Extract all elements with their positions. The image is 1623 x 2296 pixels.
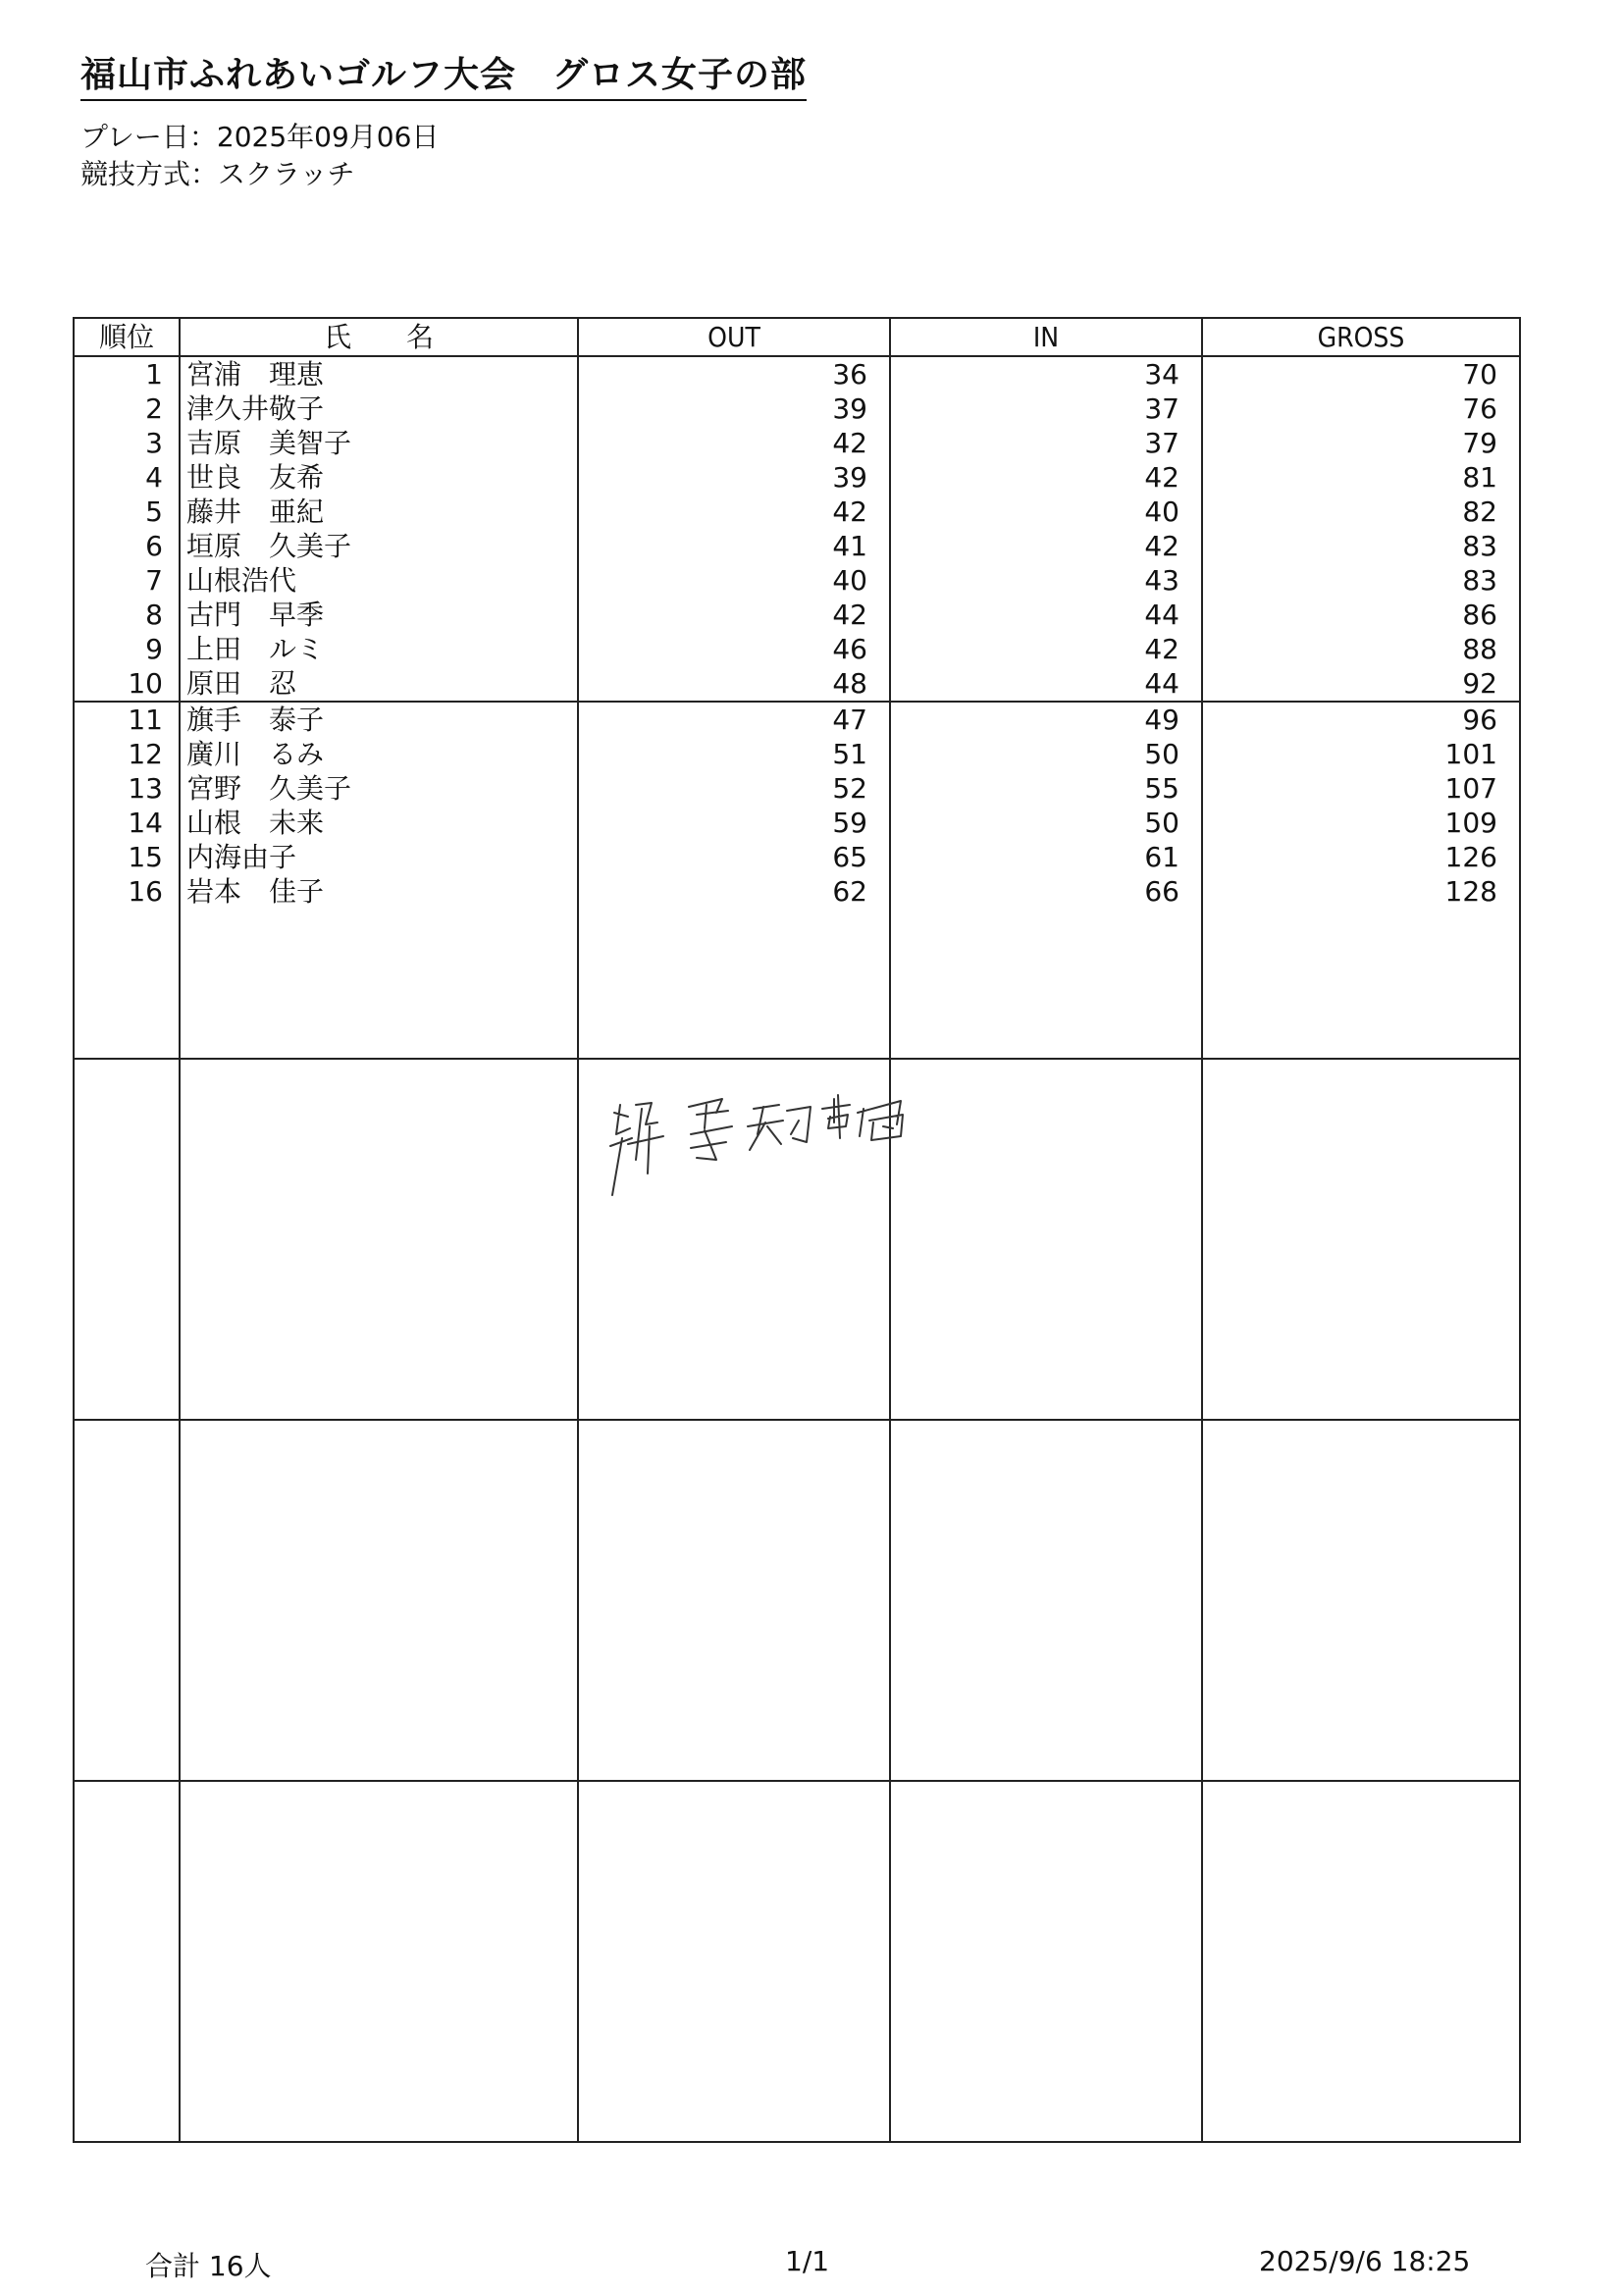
name-cell: 廣川 るみ [180, 737, 578, 771]
results-body [74, 356, 1520, 2142]
in-cell: 43 [890, 563, 1202, 598]
table-row [74, 806, 1520, 840]
in-cell: 42 [890, 632, 1202, 666]
table-row [74, 426, 1520, 460]
empty-cell [890, 1781, 1202, 2142]
play-date-line [80, 116, 439, 155]
empty-cell [180, 1059, 578, 1420]
out-header: OUT [578, 318, 890, 356]
out-cell: 41 [578, 529, 890, 563]
empty-cell [180, 1420, 578, 1781]
in-cell: 66 [890, 874, 1202, 909]
out-cell: 48 [578, 666, 890, 702]
name-cell: 岩本 佳子 [180, 874, 578, 909]
out-cell: 59 [578, 806, 890, 840]
table-row [74, 356, 1520, 391]
gross-cell: 83 [1202, 529, 1520, 563]
table-row [74, 840, 1520, 874]
name-cell: 宮野 久美子 [180, 771, 578, 806]
name-cell: 古門 早季 [180, 598, 578, 632]
in-cell: 49 [890, 702, 1202, 737]
name-cell: 宮浦 理恵 [180, 356, 578, 391]
empty-cell [180, 1781, 578, 2142]
method-line [80, 153, 354, 192]
rank-cell: 4 [74, 460, 180, 495]
rank-cell: 12 [74, 737, 180, 771]
empty-cell [578, 909, 890, 1059]
gross-header: GROSS [1202, 318, 1520, 356]
out-cell: 65 [578, 840, 890, 874]
in-cell: 37 [890, 426, 1202, 460]
rank-cell: 14 [74, 806, 180, 840]
gross-cell: 92 [1202, 666, 1520, 702]
empty-cell [74, 909, 180, 1059]
in-cell: 50 [890, 737, 1202, 771]
name-cell: 山根浩代 [180, 563, 578, 598]
out-cell: 62 [578, 874, 890, 909]
out-cell: 36 [578, 356, 890, 391]
rank-cell: 6 [74, 529, 180, 563]
table-row [74, 495, 1520, 529]
rank-cell: 15 [74, 840, 180, 874]
rank-cell: 5 [74, 495, 180, 529]
name-cell: 垣原 久美子 [180, 529, 578, 563]
in-cell: 44 [890, 666, 1202, 702]
name-cell: 旗手 泰子 [180, 702, 578, 737]
empty-cell [180, 909, 578, 1059]
name-header: 氏 名 [180, 318, 578, 356]
in-cell: 61 [890, 840, 1202, 874]
name-cell: 藤井 亜紀 [180, 495, 578, 529]
gross-cell: 109 [1202, 806, 1520, 840]
out-cell: 40 [578, 563, 890, 598]
rank-cell: 3 [74, 426, 180, 460]
gross-cell: 128 [1202, 874, 1520, 909]
method-value: スクラッチ [218, 158, 355, 190]
rank-cell: 16 [74, 874, 180, 909]
out-cell: 39 [578, 391, 890, 426]
results-table [73, 317, 1521, 2143]
out-cell: 39 [578, 460, 890, 495]
out-cell: 52 [578, 771, 890, 806]
gross-cell: 86 [1202, 598, 1520, 632]
empty-block-row [74, 1420, 1520, 1781]
table-row [74, 632, 1520, 666]
empty-cell [890, 1420, 1202, 1781]
rank-cell: 2 [74, 391, 180, 426]
rank-cell: 7 [74, 563, 180, 598]
play-date-label: プレー日： [80, 121, 217, 153]
gross-cell: 101 [1202, 737, 1520, 771]
document-title: 福山市ふれあいゴルフ大会 グロス女子の部 [80, 47, 807, 101]
empty-cell [74, 1781, 180, 2142]
table-row [74, 460, 1520, 495]
table-row [74, 391, 1520, 426]
in-cell: 44 [890, 598, 1202, 632]
name-cell: 世良 友希 [180, 460, 578, 495]
empty-block-row [74, 1781, 1520, 2142]
name-cell: 吉原 美智子 [180, 426, 578, 460]
table-row [74, 737, 1520, 771]
empty-cell [578, 1781, 890, 2142]
table-row [74, 529, 1520, 563]
in-cell: 42 [890, 529, 1202, 563]
rank-header: 順位 [74, 318, 180, 356]
gross-cell: 82 [1202, 495, 1520, 529]
out-cell: 42 [578, 426, 890, 460]
rank-cell: 11 [74, 702, 180, 737]
footer-printed-at: 2025/9/6 18:25 [1259, 2245, 1471, 2277]
play-date-value: 2025年09月06日 [216, 121, 440, 153]
table-row [74, 666, 1520, 702]
gross-cell: 107 [1202, 771, 1520, 806]
table-row [74, 874, 1520, 909]
gross-cell: 96 [1202, 702, 1520, 737]
gross-cell: 76 [1202, 391, 1520, 426]
table-row [74, 702, 1520, 737]
gross-cell: 81 [1202, 460, 1520, 495]
empty-filler-row [74, 909, 1520, 1059]
empty-cell [1202, 909, 1520, 1059]
name-cell: 山根 未来 [180, 806, 578, 840]
in-header: IN [890, 318, 1202, 356]
rank-cell: 8 [74, 598, 180, 632]
in-cell: 40 [890, 495, 1202, 529]
empty-cell [74, 1059, 180, 1420]
empty-cell [1202, 1420, 1520, 1781]
gross-cell: 79 [1202, 426, 1520, 460]
out-cell: 42 [578, 598, 890, 632]
empty-cell [890, 909, 1202, 1059]
empty-cell [1202, 1781, 1520, 2142]
footer-page-number: 1/1 [785, 2245, 830, 2277]
out-cell: 47 [578, 702, 890, 737]
empty-cell [74, 1420, 180, 1781]
handwritten-signature [606, 1066, 979, 1203]
rank-cell: 9 [74, 632, 180, 666]
rank-cell: 13 [74, 771, 180, 806]
name-cell: 原田 忍 [180, 666, 578, 702]
out-cell: 51 [578, 737, 890, 771]
in-cell: 55 [890, 771, 1202, 806]
out-cell: 46 [578, 632, 890, 666]
table-row [74, 771, 1520, 806]
name-cell: 上田 ルミ [180, 632, 578, 666]
gross-cell: 126 [1202, 840, 1520, 874]
in-cell: 37 [890, 391, 1202, 426]
method-label: 競技方式： [80, 158, 219, 190]
in-cell: 50 [890, 806, 1202, 840]
footer-total: 合計 16人 [145, 2250, 272, 2282]
out-cell: 42 [578, 495, 890, 529]
gross-cell: 88 [1202, 632, 1520, 666]
empty-cell [578, 1420, 890, 1781]
in-cell: 34 [890, 356, 1202, 391]
header-row [74, 318, 1520, 356]
gross-cell: 70 [1202, 356, 1520, 391]
gross-cell: 83 [1202, 563, 1520, 598]
rank-cell: 1 [74, 356, 180, 391]
table-row [74, 563, 1520, 598]
empty-cell [1202, 1059, 1520, 1420]
name-cell: 津久井敬子 [180, 391, 578, 426]
name-cell: 内海由子 [180, 840, 578, 874]
rank-cell: 10 [74, 666, 180, 702]
in-cell: 42 [890, 460, 1202, 495]
table-row [74, 598, 1520, 632]
